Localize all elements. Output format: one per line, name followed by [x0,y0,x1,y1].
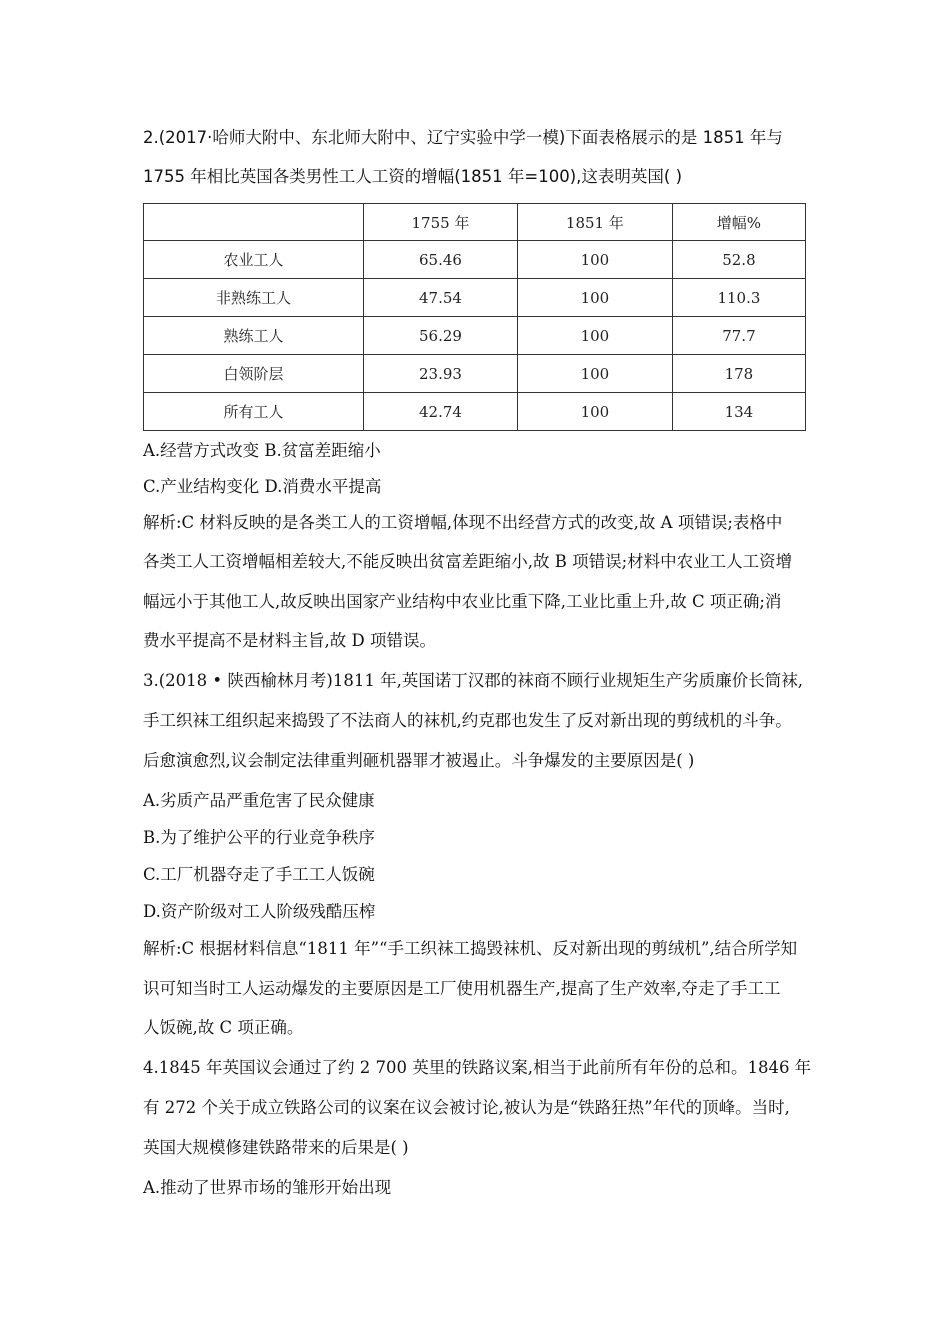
table-header-cell: 1755 年 [364,204,518,241]
table-header-cell: 1851 年 [517,204,672,241]
q2-analysis-line: 各类工人工资增幅相差较大,不能反映出贫富差距缩小,故 B 项错误;材料中农业工人工资增 [143,552,793,571]
q2-options-cd: C.产业结构变化 D.消费水平提高 [143,477,382,496]
table-cell: 23.93 [364,355,518,393]
table-row [144,317,806,355]
table-cell: 非熟练工人 [144,279,364,317]
table-cell: 65.46 [364,241,518,279]
q3-option-a: A.劣质产品严重危害了民众健康 [143,791,375,810]
q3-option-d: D.资产阶级对工人阶级残酷压榨 [143,902,376,921]
table-cell: 56.29 [364,317,518,355]
q3-analysis-line: 人饭碗,故 C 项正确。 [143,1018,304,1037]
q4-stem-line: 4.1845 年英国议会通过了约 2 700 英里的铁路议案,相当于此前所有年份的总和。1846 年 [143,1058,812,1077]
q3-analysis-line: 识可知当时工人运动爆发的主要原因是工厂使用机器生产,提高了生产效率,夺走了手工工 [143,979,781,998]
table-row [144,355,806,393]
q2-options-ab: A.经营方式改变 B.贫富差距缩小 [143,441,381,460]
table-cell: 52.8 [672,241,805,279]
q3-analysis-line: 解析:C 根据材料信息“1811 年”“手工织袜工捣毁袜机、反对新出现的剪绒机”,结合所学知 [143,939,798,958]
table-cell: 100 [517,355,672,393]
table-cell: 白领阶层 [144,355,364,393]
table-cell: 47.54 [364,279,518,317]
table-cell: 所有工人 [144,393,364,431]
table-cell: 110.3 [672,279,805,317]
q2-analysis-line: 费水平提高不是材料主旨,故 D 项错误。 [143,631,436,650]
q4-stem-line: 有 272 个关于成立铁路公司的议案在议会被讨论,被认为是“铁路狂热”年代的顶峰。当时, [143,1098,790,1117]
table-cell: 农业工人 [144,241,364,279]
q3-stem-line: 3.(2018 • 陕西榆林月考)1811 年,英国诺丁汉郡的袜商不顾行业规矩生产劣质廉价长筒袜, [143,671,804,690]
wage-table [143,203,806,431]
table-cell: 77.7 [672,317,805,355]
table-header-row [144,204,806,241]
table-cell: 100 [517,279,672,317]
table-header-cell [144,204,364,241]
q3-option-c: C.工厂机器夺走了手工工人饭碗 [143,865,375,884]
q4-option-a: A.推动了世界市场的雏形开始出现 [143,1178,392,1197]
q2-analysis-line: 幅远小于其他工人,故反映出国家产业结构中农业比重下降,工业比重上升,故 C 项正确;消 [143,592,782,611]
q3-option-b: B.为了维护公平的行业竞争秩序 [143,828,375,847]
table-header-cell: 增幅% [672,204,805,241]
table-cell: 100 [517,317,672,355]
table-cell: 100 [517,241,672,279]
table-row [144,393,806,431]
table-row [144,241,806,279]
q3-stem-line: 手工织袜工组织起来捣毁了不法商人的袜机,约克郡也发生了反对新出现的剪绒机的斗争。 [143,711,792,730]
q3-stem-line: 后愈演愈烈,议会制定法律重判砸机器罪才被遏止。斗争爆发的主要原因是( ) [143,751,695,770]
table-cell: 42.74 [364,393,518,431]
q2-stem-line-1: 2.(2017·哈师大附中、东北师大附中、辽宁实验中学一模)下面表格展示的是 1851 年与 [143,128,783,147]
table-cell: 熟练工人 [144,317,364,355]
table-cell: 100 [517,393,672,431]
q2-stem-line-2: 1755 年相比英国各类男性工人工资的增幅(1851 年=100),这表明英国( ) [143,167,683,186]
q4-stem-line: 英国大规模修建铁路带来的后果是( ) [143,1138,409,1157]
table-row [144,279,806,317]
q2-analysis-line: 解析:C 材料反映的是各类工人的工资增幅,体现不出经营方式的改变,故 A 项错误;表格中 [143,513,783,532]
table-cell: 178 [672,355,805,393]
table-cell: 134 [672,393,805,431]
